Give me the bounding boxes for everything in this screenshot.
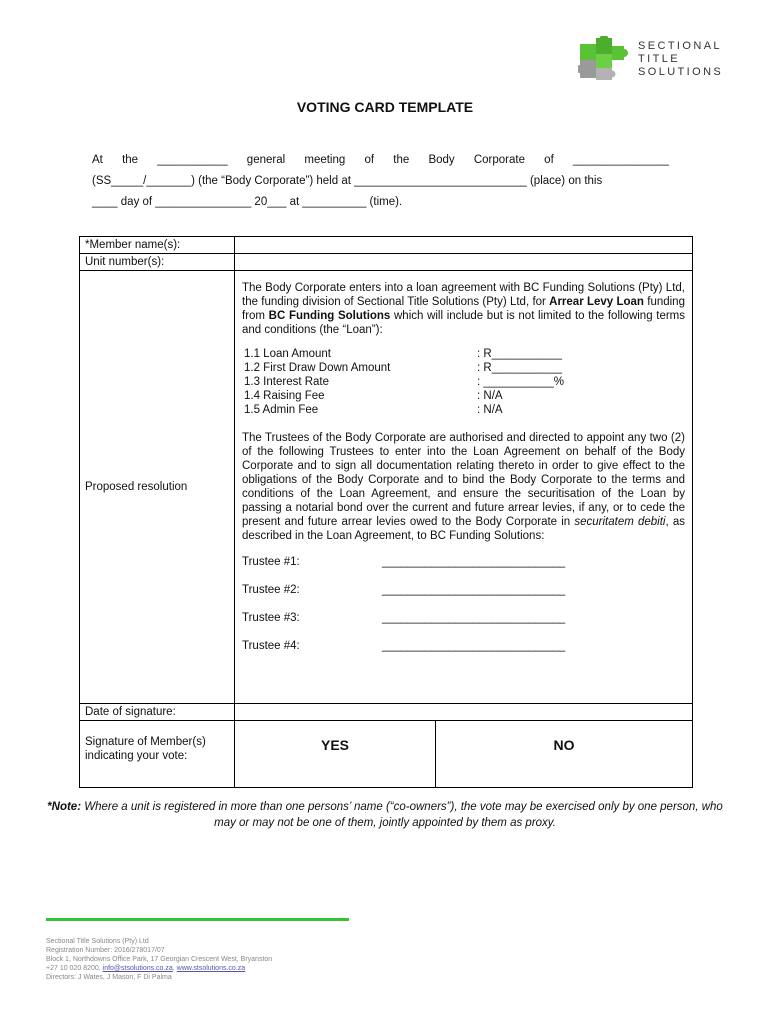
footer-company-name: Sectional Title Solutions (Pty) Ltd — [46, 938, 149, 945]
loan-term-row — [244, 403, 574, 417]
trustee-name-field[interactable]: ______________________________ — [382, 612, 565, 624]
proposed-resolution-label: Proposed resolution — [80, 271, 235, 704]
trustee-list — [242, 555, 685, 655]
latin-term-italic: securitatem debiti — [574, 516, 666, 528]
yes-label: YES — [320, 737, 349, 753]
trustee-label: Trustee #1: — [242, 556, 300, 568]
text-run: The Body Corporate enters into a loan agreement with BC Funding Solutions (Pty) Ltd, the funding division of Sectional Title Solutions (Pty) Ltd, for — [242, 282, 685, 308]
intro-word: meeting — [304, 154, 346, 166]
meeting-type-blank[interactable]: ___________ — [157, 154, 228, 166]
logo-line-2: TITLE — [638, 53, 680, 65]
text-run: funding from — [242, 296, 685, 322]
text-run: , as described in the Loan Agreement, to BC Funding Solutions: — [242, 516, 686, 542]
term-label: 1.3 Interest Rate — [244, 376, 330, 388]
footer-directors: Directors: J Wates, J Mason, F Di Palma — [46, 974, 172, 981]
company-logo — [578, 36, 728, 82]
loan-terms-list — [244, 347, 574, 417]
trustee-label: Trustee #4: — [242, 640, 300, 652]
logo-line-1: SECTIONAL — [638, 40, 722, 52]
intro-word: Corporate — [473, 154, 525, 166]
yes-vote-box[interactable] — [235, 721, 436, 788]
funder-name-bold: BC Funding Solutions — [268, 310, 391, 322]
loan-type-bold: Arrear Levy Loan — [549, 296, 644, 308]
term-value[interactable]: : R___________ — [477, 348, 563, 360]
footer-address: Block 1, Northdowns Office Park, 17 Georgian Crescent West, Bryanston — [46, 956, 273, 963]
date-of-signature-field[interactable] — [235, 704, 693, 721]
text-run: The Trustees of the Body Corporate are authorised and directed to appoint any two (2) of the following Trustees to enter into the Loan Agreement on behalf of the Body Corporate and to sign all documentation relating thereto in order to give effect to the obligations of the Body Corporate and to bind the Body Corporate to the terms and conditions of the Loan Agreement, and ensure the securitisation of the Loan by passing a notarial bond over the current and future arrear levies, if any, or to cede the present and future arrear levies owed to the Body Corporate in — [242, 432, 685, 528]
company-footer — [46, 937, 272, 982]
trustee-name-field[interactable]: ______________________________ — [382, 584, 565, 596]
footer-website-link[interactable]: www.stsolutions.co.za — [176, 965, 246, 972]
trustee-name-field[interactable]: ______________________________ — [382, 640, 565, 652]
intro-line-3: ____ day of _______________ 20___ at __________ (time). — [92, 196, 403, 208]
member-names-label: *Member name(s): — [80, 237, 235, 254]
document-title: VOTING CARD TEMPLATE — [296, 99, 474, 115]
intro-word: At — [92, 154, 103, 166]
footer-phone: +27 10 020 8200, — [46, 965, 103, 972]
unit-numbers-field[interactable] — [235, 254, 693, 271]
intro-line-2: (SS_____/_______) (the “Body Corporate”) held at ___________________________ (place) on this — [92, 175, 603, 187]
term-label: 1.1 Loan Amount — [244, 348, 331, 360]
note-label: *Note: — [47, 801, 82, 813]
voting-table — [79, 236, 693, 788]
no-label: NO — [553, 737, 575, 753]
unit-numbers-label: Unit number(s): — [80, 254, 235, 271]
puzzle-logo-icon — [578, 36, 634, 82]
term-label: 1.4 Raising Fee — [244, 390, 325, 402]
intro-word: the — [122, 154, 139, 166]
no-vote-box[interactable] — [436, 721, 693, 788]
body-corporate-name-blank[interactable]: _______________ — [572, 154, 669, 166]
intro-word: the — [393, 154, 410, 166]
trustee-row — [242, 583, 685, 599]
resolution-text — [235, 271, 693, 704]
text-run: which will include but is not limited to the following terms and conditions (the “Loan”): — [242, 310, 686, 336]
footer-separator: , — [172, 965, 177, 972]
signature-label: Signature of Member(s) indicating your vote: — [80, 721, 235, 788]
term-value[interactable]: : R___________ — [477, 362, 563, 374]
trustee-row — [242, 555, 685, 571]
footer-contact — [46, 964, 272, 973]
intro-word: of — [364, 154, 375, 166]
trustee-row — [242, 639, 685, 655]
loan-term-row — [244, 347, 574, 361]
term-value: : N/A — [477, 404, 503, 416]
loan-term-row — [244, 361, 574, 375]
note-text: Where a unit is registered in more than one persons’ name (“co-owners”), the vote may be exercised only by one person, who may or may not be one of them, jointly appointed by them as proxy. — [81, 801, 723, 829]
intro-word: general — [246, 154, 286, 166]
date-of-signature-label: Date of signature: — [80, 704, 235, 721]
co-owner-note — [40, 799, 730, 831]
footer-email-link[interactable]: info@stsolutions.co.za — [102, 965, 173, 972]
logo-line-3: SOLUTIONS — [638, 66, 724, 78]
intro-word: Body — [428, 154, 455, 166]
trustee-label: Trustee #2: — [242, 584, 300, 596]
trustee-name-field[interactable]: ______________________________ — [382, 556, 565, 568]
meeting-intro — [92, 150, 669, 213]
footer-registration: Registration Number: 2016/278017/07 — [46, 947, 165, 954]
term-value: : N/A — [477, 390, 503, 402]
loan-term-row — [244, 389, 574, 403]
term-label: 1.2 First Draw Down Amount — [244, 362, 391, 374]
intro-line-1 — [92, 150, 669, 171]
loan-term-row — [244, 375, 574, 389]
footer-divider — [46, 918, 349, 921]
resolution-paragraph-2 — [242, 431, 685, 543]
resolution-paragraph-1 — [242, 281, 685, 337]
trustee-row — [242, 611, 685, 627]
member-names-field[interactable] — [235, 237, 693, 254]
intro-word: of — [544, 154, 554, 166]
term-value[interactable]: : ___________% — [477, 376, 564, 388]
trustee-label: Trustee #3: — [242, 612, 300, 624]
logo-wordmark — [638, 40, 723, 79]
term-label: 1.5 Admin Fee — [244, 404, 319, 416]
